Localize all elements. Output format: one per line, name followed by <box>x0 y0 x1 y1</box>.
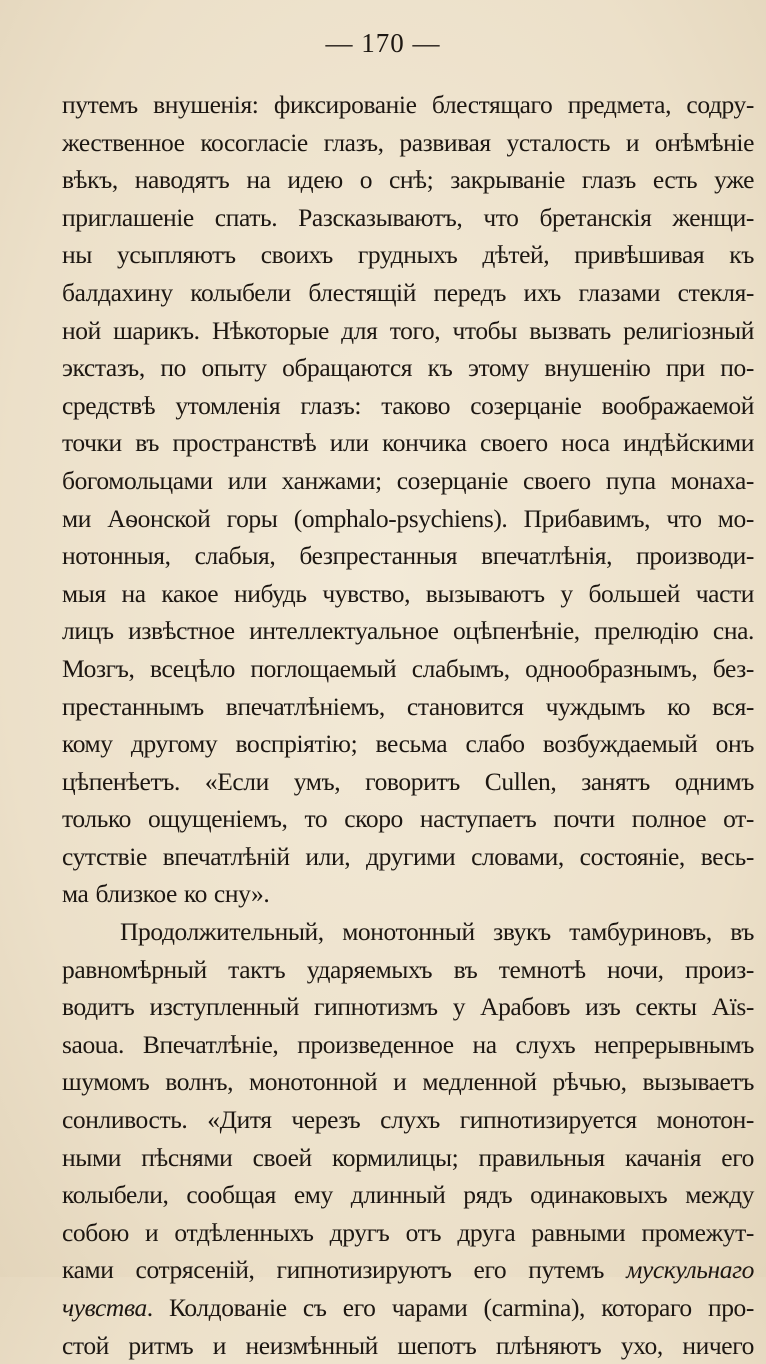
text-line <box>62 1251 754 1289</box>
text-line <box>62 1176 754 1214</box>
text-line <box>62 800 754 838</box>
line-text: равномѣрный тактъ ударяемыхъ въ темнотѣ ночи, произ- <box>62 954 754 984</box>
line-text: нотонныя, слабыя, безпрестанныя впечатлѣнія, производи- <box>62 541 754 571</box>
body-text <box>62 86 754 1364</box>
line-text: стой ритмъ и неизмѣнный шепотъ плѣняютъ ухо, ничего <box>62 1330 754 1360</box>
line-text: saoua. Впечатлѣніе, произведенное на слухъ непрерывнымъ <box>62 1029 754 1059</box>
text-line <box>62 312 754 350</box>
text-line <box>62 274 754 312</box>
line-text: ной шарикъ. Нѣкоторые для того, чтобы вызвать религіозный <box>62 315 754 345</box>
line-text: мыя на какое нибудь чувство, вызываютъ у большей части <box>62 578 754 608</box>
text-line <box>62 875 754 913</box>
line-text: собою и отдѣленныхъ другъ отъ друга равными промежут- <box>62 1217 754 1247</box>
text-line <box>62 612 754 650</box>
line-text: только ощущеніемъ, то скоро наступаетъ почти полное от- <box>62 804 754 834</box>
line-text: вѣкъ, наводятъ на идею о снѣ; закрываніе глазъ есть уже <box>62 165 754 195</box>
line-text: ми Аѳонской горы (omphalo-psychiens). Прибавимъ, что мо- <box>62 503 754 533</box>
line-text: точки въ пространствѣ или кончика своего носа индѣйскими <box>62 428 754 458</box>
line-text: престаннымъ впечатлѣніемъ, становится чуждымъ ко вся- <box>62 691 754 721</box>
text-line <box>62 387 754 425</box>
text-line <box>62 424 754 462</box>
line-text: жественное косогласіе глазъ, развивая усталость и онѣмѣніе <box>62 127 754 157</box>
text-line <box>62 1063 754 1101</box>
text-line <box>62 199 754 237</box>
text-line <box>62 688 754 726</box>
text-line <box>62 1289 754 1327</box>
line-text: приглашеніе спать. Разсказываютъ, что бретанскія женщи- <box>62 202 754 232</box>
text-line <box>62 537 754 575</box>
text-line <box>62 1026 754 1064</box>
line-text: сонливость. «Дитя черезъ слухъ гипнотизируется монотон- <box>62 1105 754 1135</box>
text-line <box>62 763 754 801</box>
line-text: ками сотрясеній, гипнотизируютъ его путемъ <box>62 1255 627 1285</box>
text-line <box>62 575 754 613</box>
text-line <box>62 124 754 162</box>
text-line <box>62 838 754 876</box>
text-line <box>62 650 754 688</box>
line-text: Продолжительный, монотонный звукъ тамбуриновъ, въ <box>120 917 754 947</box>
line-text: цѣпенѣетъ. «Если умъ, говоритъ Cullen, занятъ однимъ <box>62 766 754 796</box>
line-text: . Колдованіе съ его чарами (carmina), котораго про- <box>146 1293 754 1322</box>
text-line <box>62 913 754 951</box>
text-line <box>62 951 754 989</box>
text-line <box>62 236 754 274</box>
line-text: ма близкое ко сну». <box>62 879 270 909</box>
line-text: путемъ внушенія: фиксированіе блестящаго предмета, содру- <box>62 90 754 119</box>
text-line <box>62 349 754 387</box>
italic-text: мускульнаго <box>626 1255 754 1285</box>
text-line <box>62 725 754 763</box>
text-line <box>62 86 754 124</box>
text-line <box>62 1139 754 1177</box>
text-line <box>62 462 754 500</box>
line-text: средствѣ утомленія глазъ: таково созерцаніе воображаемой <box>62 390 754 420</box>
line-text: водитъ изступленный гипнотизмъ у Арабовъ изъ секты Aïs- <box>62 992 754 1022</box>
line-text: балдахину колыбели блестящій передъ ихъ глазами стекля- <box>62 277 754 307</box>
line-text: сутствіе впечатлѣній или, другими словами, состояніе, весь- <box>62 841 754 871</box>
text-line <box>62 500 754 538</box>
line-text: богомольцами или ханжами; созерцаніе своего пупа монаха- <box>62 465 754 495</box>
line-text: ны усыпляютъ своихъ грудныхъ дѣтей, привѣшивая къ <box>62 240 754 270</box>
text-line <box>62 988 754 1026</box>
line-text: ными пѣснями своей кормилицы; правильныя качанія его <box>62 1142 754 1172</box>
line-text: экстазъ, по опыту обращаются къ этому внушенію при по- <box>62 353 754 383</box>
line-text: шумомъ волнъ, монотонной и медленной рѣчью, вызываетъ <box>62 1067 754 1097</box>
text-line <box>62 1327 754 1364</box>
italic-text: чувства <box>62 1293 147 1322</box>
line-text: Мозгъ, всецѣло поглощаемый слабымъ, однообразнымъ, без- <box>62 653 754 683</box>
line-text: лицъ извѣстное интеллектуальное оцѣпенѣніе, прелюдію сна. <box>62 616 754 646</box>
text-line <box>62 1214 754 1252</box>
line-text: колыбели, сообщая ему длинный рядъ одинаковыхъ между <box>62 1180 754 1210</box>
line-text: кому другому воспріятію; весьма слабо возбуждаемый онъ <box>62 729 754 759</box>
text-line <box>62 161 754 199</box>
page-number: — 170 — <box>325 28 441 58</box>
text-line <box>62 1101 754 1139</box>
